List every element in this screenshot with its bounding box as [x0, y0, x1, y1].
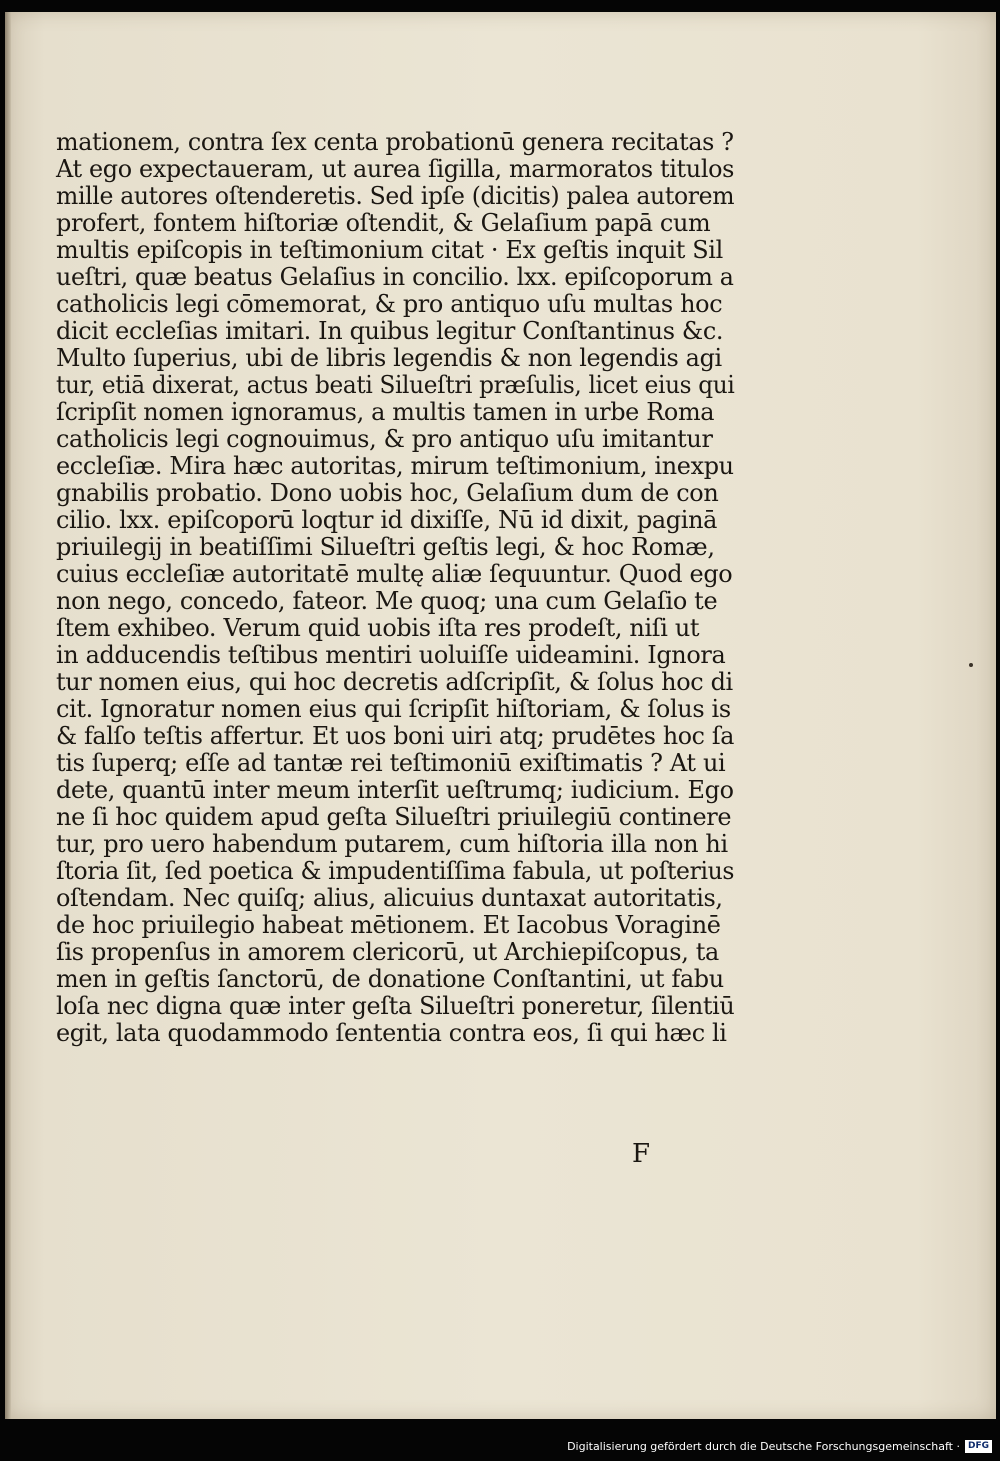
text-line: tur nomen eius, qui hoc decretis adſcripſit, & ſolus hoc di	[56, 668, 733, 696]
text-line: Multo ſuperius, ubi de libris legendis & non legendis agi	[56, 344, 722, 372]
text-line: dete, quantū inter meum interſit ueſtrumq; iudicium. Ego	[56, 776, 734, 804]
text-line: eccleſiæ. Mira hæc autoritas, mirum teſtimonium, inexpu	[56, 452, 734, 480]
book-page	[5, 12, 996, 1419]
text-line: tur, etiā dixerat, actus beati Silueſtri præſulis, licet eius qui	[56, 371, 735, 399]
text-line: priuilegij in beatiſſimi Silueſtri geſtis legi, & hoc Romæ,	[56, 533, 715, 561]
page-edge	[5, 12, 11, 1419]
text-line: non nego, concedo, fateor. Me quoq; una cum Gelaſio te	[56, 587, 718, 615]
text-line: catholicis legi cognouimus, & pro antiquo uſu imitantur	[56, 425, 713, 453]
text-line: mationem, contra ſex centa probationū genera recitatas ?	[56, 128, 734, 156]
text-block	[56, 129, 736, 1047]
footer-credit: Digitalisierung gefördert durch die Deutsche Forschungsgemeinschaft ·	[567, 1440, 960, 1453]
text-line: ſtem exhibeo. Verum quid uobis iſta res prodeſt, niſi ut	[56, 614, 700, 642]
text-line: cilio. lxx. epiſcoporū loqtur id dixiſſe, Nū id dixit, paginā	[56, 506, 718, 534]
text-line: ſtoria ſit, ſed poetica & impudentiſſima fabula, ut poſterius	[56, 857, 735, 885]
text-line: mille autores oſtenderetis. Sed ipſe (dicitis) palea autorem	[56, 182, 735, 210]
text-line: cit. Ignoratur nomen eius qui ſcripſit hiſtoriam, & ſolus is	[56, 695, 731, 723]
text-line: gnabilis probatio. Dono uobis hoc, Gelaſium dum de con	[56, 479, 719, 507]
text-line: loſa nec digna quæ inter geſta Silueſtri poneretur, ſilentiū	[56, 992, 735, 1020]
text-line: in adducendis teſtibus mentiri uoluiſſe uideamini. Ignora	[56, 641, 726, 669]
text-line: de hoc priuilegio habeat mētionem. Et Iacobus Voraginē	[56, 911, 721, 939]
text-line: ne ſi hoc quidem apud geſta Silueſtri priuilegiū continere	[56, 803, 732, 831]
text-line: ſcripſit nomen ignoramus, a multis tamen in urbe Roma	[56, 398, 715, 426]
text-line: ſis propenſus in amorem clericorū, ut Archiepiſcopus, ta	[56, 938, 719, 966]
text-line: profert, fontem hiſtoriæ oſtendit, & Gelaſium papā cum	[56, 209, 711, 237]
text-line: & falſo teſtis affertur. Et uos boni uiri atq; prudētes hoc ſa	[56, 722, 735, 750]
text-line: men in geſtis ſanctorū, de donatione Conſtantini, ut fabu	[56, 965, 724, 993]
text-line: ueſtri, quæ beatus Gelaſius in concilio. lxx. epiſcoporum a	[56, 263, 734, 291]
text-line: cuius eccleſiæ autoritatē multę aliæ ſequuntur. Quod ego	[56, 560, 733, 588]
dfg-logo-icon: DFG	[965, 1440, 992, 1453]
text-line: catholicis legi cōmemorat, & pro antiquo uſu multas hoc	[56, 290, 723, 318]
footer	[567, 1440, 992, 1453]
text-line: multis epiſcopis in teſtimonium citat · Ex geſtis inquit Sil	[56, 236, 723, 264]
text-line: tur, pro uero habendum putarem, cum hiſtoria illa non hi	[56, 830, 728, 858]
text-line: tis ſuperq; eſſe ad tantæ rei teſtimoniū exiſtimatis ? At ui	[56, 749, 726, 777]
catchword: F	[632, 1139, 651, 1169]
text-line: dicit eccleſias imitari. In quibus legitur Conſtantinus &c.	[56, 317, 724, 345]
ink-speck	[969, 663, 973, 667]
text-line: At ego expectaueram, ut aurea ſigilla, marmoratos titulos	[56, 155, 735, 183]
text-line: egit, lata quodammodo ſententia contra eos, ſi qui hæc li	[56, 1019, 727, 1047]
text-line: oſtendam. Nec quiſq; alius, alicuius duntaxat autoritatis,	[56, 884, 723, 912]
